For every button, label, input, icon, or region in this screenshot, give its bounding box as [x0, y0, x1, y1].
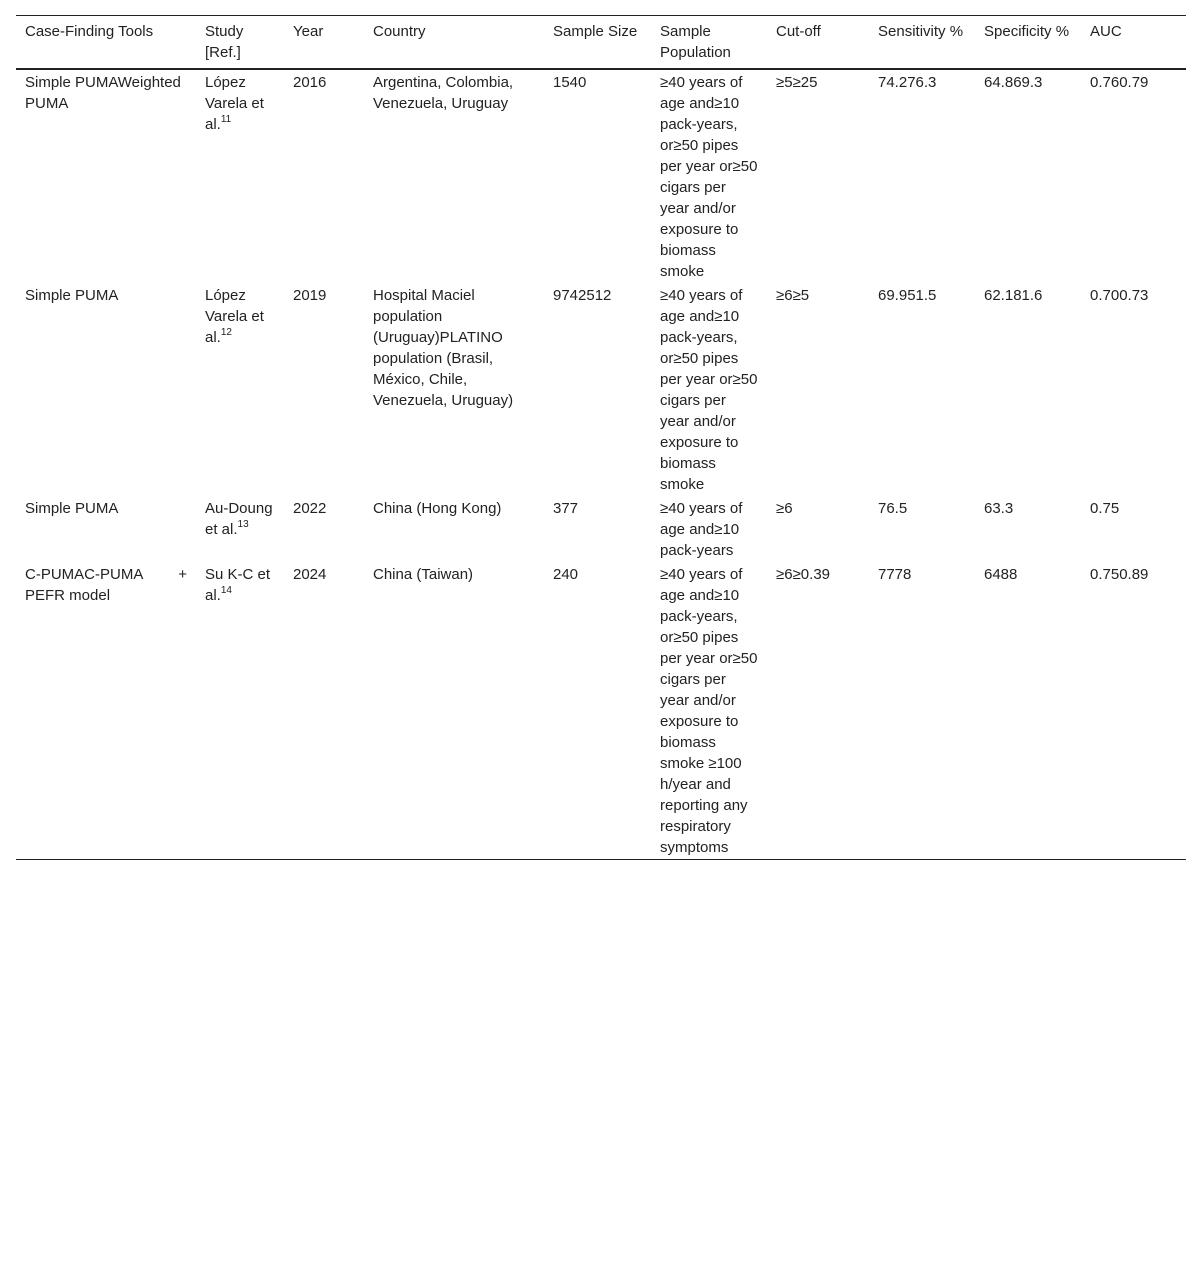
cell-sensitivity: 76.5 [878, 500, 908, 517]
cell-sample-size: 9742512 [553, 287, 612, 304]
table-row [16, 562, 1186, 860]
cell-cutoff: ≥6≥0.39 [776, 566, 831, 583]
cell-auc: 0.760.79 [1090, 74, 1149, 91]
cell-specificity: 62.181.6 [984, 287, 1043, 304]
cell-tool: Simple PUMA [25, 500, 119, 517]
cell-population: ≥40 years of age and≥10 pack-years, or≥50 pipes per year or≥50 cigars per year and/or exposure to biomass smoke ≥100 h/year and reporting any respiratory symptoms [660, 566, 758, 856]
table-container [16, 15, 1186, 860]
reference-number: 11 [220, 114, 232, 125]
cell-population: ≥40 years of age and≥10 pack-years [660, 500, 743, 559]
cell-country: China (Taiwan) [373, 566, 474, 583]
table-row [16, 283, 1186, 496]
cell-study [196, 496, 284, 562]
study-name: Au-Doung et al. [205, 500, 273, 538]
cell-tool: Simple PUMAWeighted PUMA [25, 74, 181, 112]
reference-number: 13 [237, 519, 249, 530]
header-cutoff: Cut-off [776, 23, 821, 40]
header-tool: Case-Finding Tools [25, 23, 154, 40]
cell-year: 2024 [293, 566, 327, 583]
cell-cutoff: ≥6 [776, 500, 793, 517]
cell-auc: 0.75 [1090, 500, 1120, 517]
cell-year: 2019 [293, 287, 327, 304]
reference-number: 12 [220, 327, 232, 338]
table-body [16, 69, 1186, 860]
study-name: López Varela et al. [205, 287, 264, 346]
cell-country: Argentina, Colombia, Venezuela, Uruguay [373, 74, 514, 112]
cell-sample-size: 1540 [553, 74, 587, 91]
table-row [16, 69, 1186, 283]
header-year: Year [293, 23, 324, 40]
study-name: López Varela et al. [205, 74, 264, 133]
cell-sensitivity: 74.276.3 [878, 74, 937, 91]
table-row [16, 496, 1186, 562]
cell-sensitivity: 7778 [878, 566, 912, 583]
table-header [16, 16, 1186, 70]
cell-study [196, 69, 284, 283]
cell-population: ≥40 years of age and≥10 pack-years, or≥50 pipes per year or≥50 cigars per year and/or exposure to biomass smoke [660, 74, 758, 280]
cell-cutoff: ≥6≥5 [776, 287, 810, 304]
cell-study [196, 562, 284, 860]
study-name: Su K-C et al. [205, 566, 271, 604]
reference-number: 14 [220, 585, 232, 596]
header-sample-size: Sample Size [553, 23, 638, 40]
cell-year: 2022 [293, 500, 327, 517]
cell-sensitivity: 69.951.5 [878, 287, 937, 304]
cell-specificity: 63.3 [984, 500, 1014, 517]
cell-study [196, 283, 284, 496]
cell-population: ≥40 years of age and≥10 pack-years, or≥50 pipes per year or≥50 cigars per year and/or exposure to biomass smoke [660, 287, 758, 493]
cell-sample-size: 377 [553, 500, 579, 517]
cell-country: Hospital Maciel population (Uruguay)PLATINO population (Brasil, México, Chile, Venezuela, Uruguay) [373, 287, 514, 409]
header-population: Sample Population [660, 23, 731, 61]
cell-auc: 0.750.89 [1090, 566, 1149, 583]
cell-cutoff: ≥5≥25 [776, 74, 818, 91]
cell-specificity: 64.869.3 [984, 74, 1043, 91]
cell-year: 2016 [293, 74, 327, 91]
header-row [16, 16, 1186, 70]
cell-specificity: 6488 [984, 566, 1018, 583]
cell-sample-size: 240 [553, 566, 579, 583]
header-sensitivity: Sensitivity % [878, 23, 964, 40]
cell-country: China (Hong Kong) [373, 500, 502, 517]
cell-auc: 0.700.73 [1090, 287, 1149, 304]
header-study: Study [Ref.] [205, 23, 244, 61]
case-finding-table [16, 15, 1186, 860]
header-country: Country [373, 23, 426, 40]
cell-tool: Simple PUMA [25, 287, 119, 304]
header-auc: AUC [1090, 23, 1122, 40]
header-specificity: Specificity % [984, 23, 1070, 40]
cell-tool: C-PUMAC-PUMA + PEFR model [25, 566, 187, 604]
